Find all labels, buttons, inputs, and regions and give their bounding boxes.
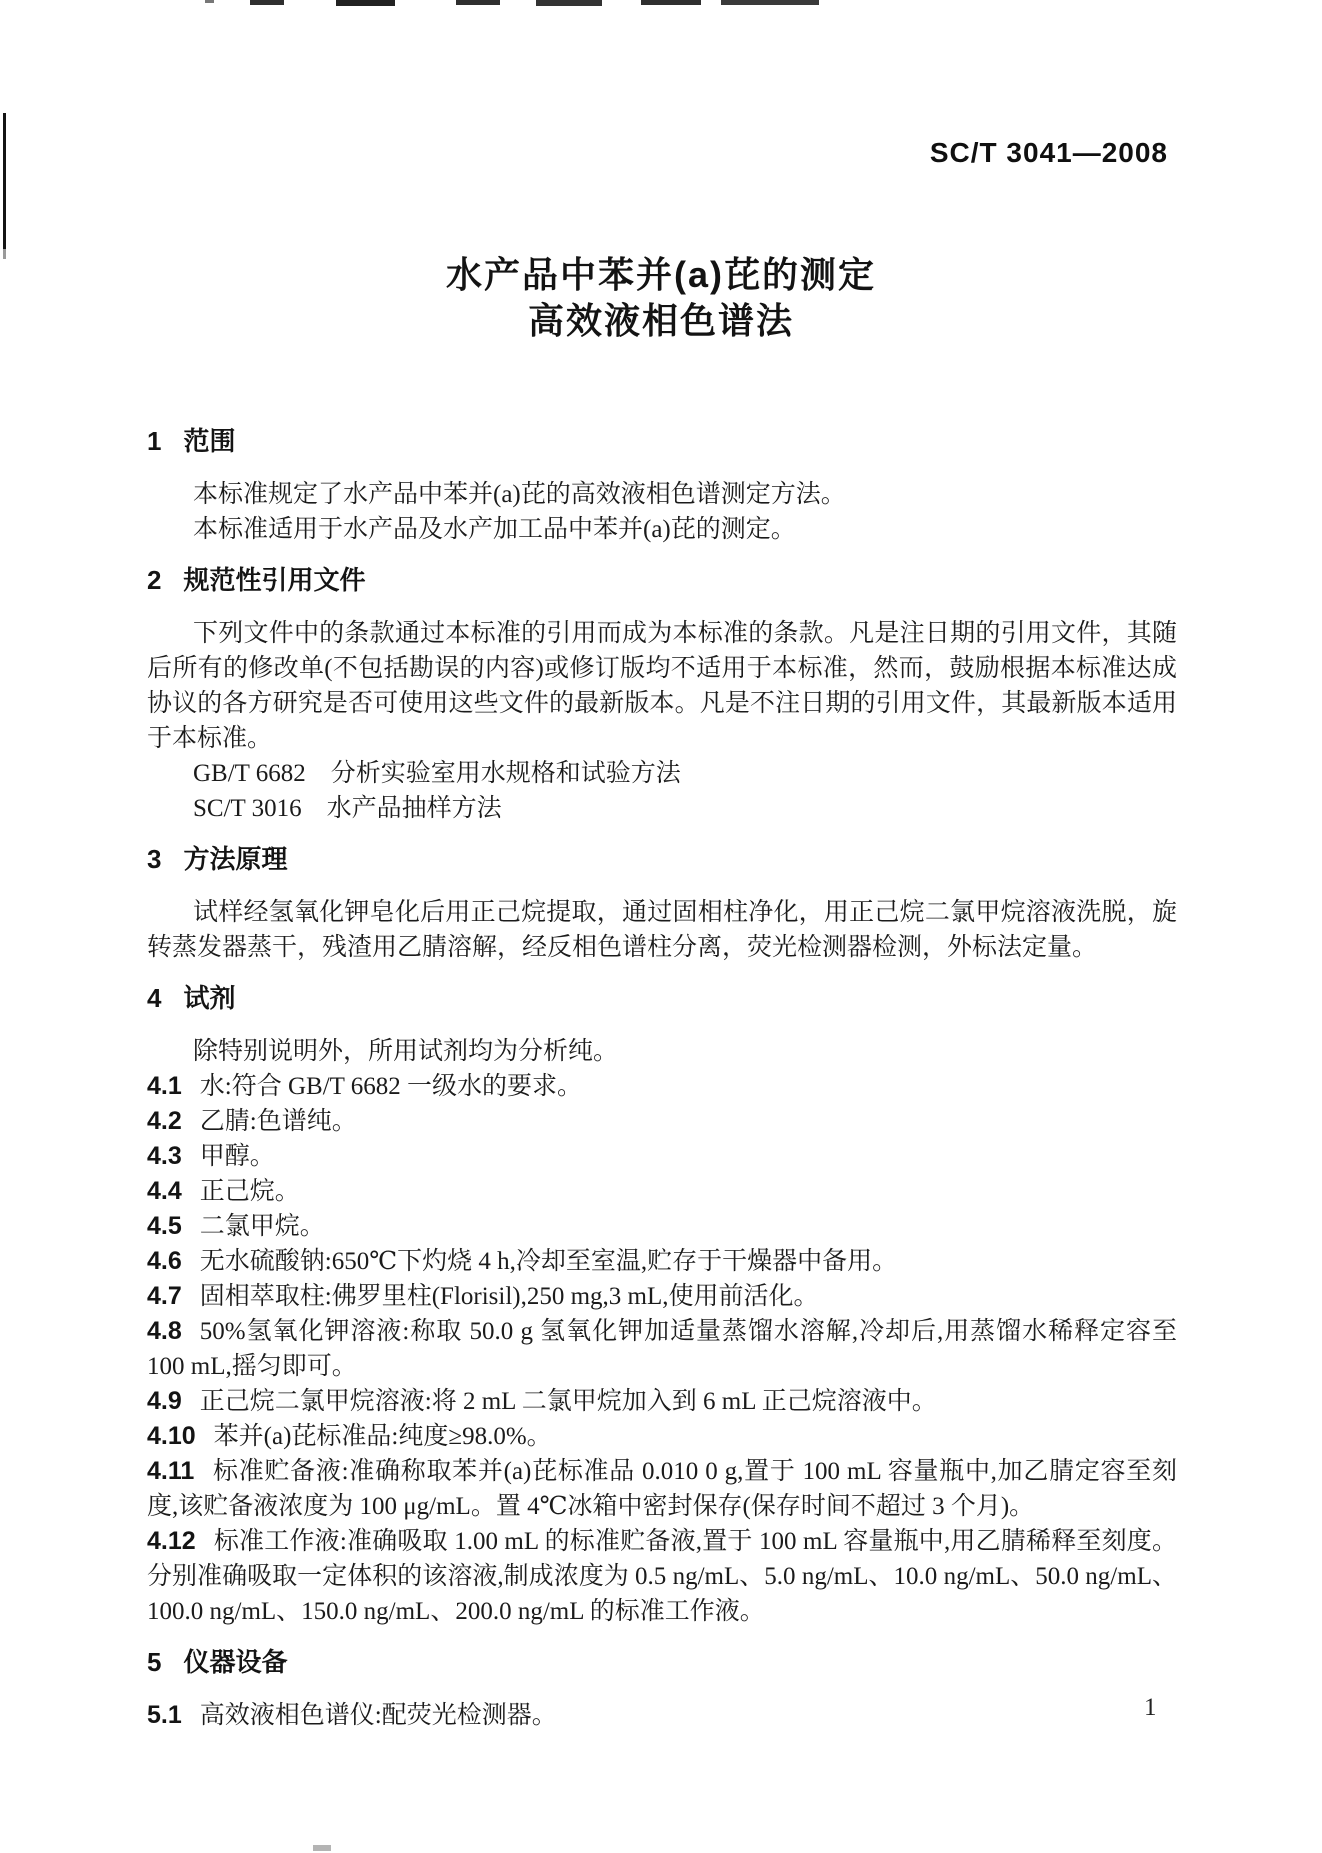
clause-text: 标准贮备液:准确称取苯并(a)芘标准品 0.010 0 g,置于 100 mL 容量瓶中,加乙腈定容至刻度,该贮备液浓度为 100 μg/mL。置 4℃冰箱中密封保存(保存时间不超过 3 个月)。 <box>147 1458 1177 1520</box>
section-4-number: 4 <box>147 983 162 1013</box>
reagent-item-4-8 <box>147 1314 1177 1384</box>
page-number: 1 <box>1144 1694 1157 1721</box>
clause-number: 5.1 <box>147 1701 182 1729</box>
section-1-heading <box>147 424 1177 459</box>
section-4-title: 试剂 <box>183 983 236 1013</box>
clause-text: 苯并(a)芘标准品:纯度≥98.0%。 <box>213 1423 552 1450</box>
normative-reference-2: SC/T 3016 水产品抽样方法 <box>193 795 502 822</box>
clause-number: 4.4 <box>147 1177 182 1205</box>
reagent-item-4-2 <box>147 1104 1177 1139</box>
clause-number: 4.10 <box>147 1422 196 1450</box>
section-5-number: 5 <box>147 1647 162 1677</box>
clause-text: 固相萃取柱:佛罗里柱(Florisil),250 mg,3 mL,使用前活化。 <box>199 1283 819 1310</box>
reagent-item-4-1 <box>147 1069 1177 1104</box>
reagent-item-4-6 <box>147 1244 1177 1279</box>
section-1-title: 范围 <box>183 426 236 456</box>
clause-text: 高效液相色谱仪:配荧光检测器。 <box>199 1702 557 1729</box>
section-2-heading <box>147 563 1177 598</box>
section-2-title: 规范性引用文件 <box>183 565 366 595</box>
scan-dash <box>641 0 701 5</box>
scan-dash <box>536 0 602 6</box>
clause-text: 50%氢氧化钾溶液:称取 50.0 g 氢氧化钾加适量蒸馏水溶解,冷却后,用蒸馏水稀释定容至 100 mL,摇匀即可。 <box>147 1318 1177 1380</box>
scan-dash <box>456 0 500 5</box>
reagent-item-4-9 <box>147 1384 1177 1419</box>
reagent-item-4-11 <box>147 1454 1177 1524</box>
scan-dash <box>721 0 819 5</box>
clause-number: 4.5 <box>147 1212 182 1240</box>
document-body <box>147 408 1177 1733</box>
equipment-item-5-1 <box>147 1698 1177 1733</box>
reagent-item-4-4 <box>147 1174 1177 1209</box>
document-title-line2: 高效液相色谱法 <box>527 300 794 341</box>
clause-number: 4.6 <box>147 1247 182 1275</box>
section-3-paragraph-1: 试样经氢氧化钾皂化后用正己烷提取，通过固相柱净化，用正己烷二氯甲烷溶液洗脱，旋转蒸发器蒸干，残渣用乙腈溶解，经反相色谱柱分离，荧光检测器检测，外标法定量。 <box>147 899 1177 961</box>
section-2-number: 2 <box>147 565 162 595</box>
section-5-heading <box>147 1645 1177 1680</box>
clause-number: 4.8 <box>147 1317 182 1345</box>
clause-text: 水:符合 GB/T 6682 一级水的要求。 <box>199 1073 582 1100</box>
document-title <box>0 252 1322 344</box>
reagent-item-4-7 <box>147 1279 1177 1314</box>
reagent-item-4-12 <box>147 1524 1177 1629</box>
clause-number: 4.12 <box>147 1527 196 1555</box>
clause-number: 4.7 <box>147 1282 182 1310</box>
clause-number: 4.2 <box>147 1107 182 1135</box>
clause-number: 4.1 <box>147 1072 182 1100</box>
clause-text: 甲醇。 <box>199 1143 275 1170</box>
section-1-paragraph-2: 本标准适用于水产品及水产加工品中苯并(a)芘的测定。 <box>193 516 796 543</box>
clause-text: 标准工作液:准确吸取 1.00 mL 的标准贮备液,置于 100 mL 容量瓶中,用乙腈稀释至刻度。分别准确吸取一定体积的该溶液,制成浓度为 0.5 ng/mL、5.0 ng/mL、10.0 ng/mL、50.0 ng/mL、100.0 ng/mL、150.0 ng/mL、200.0 ng/mL 的标准工作液。 <box>147 1528 1177 1625</box>
document-title-line1: 水产品中苯并(a)芘的测定 <box>446 254 876 295</box>
normative-reference-1: GB/T 6682 分析实验室用水规格和试验方法 <box>193 760 681 787</box>
clause-text: 正己烷。 <box>199 1178 300 1205</box>
reagent-item-4-5 <box>147 1209 1177 1244</box>
section-3-heading <box>147 842 1177 877</box>
clause-text: 二氯甲烷。 <box>199 1213 325 1240</box>
section-4-intro: 除特别说明外，所用试剂均为分析纯。 <box>193 1038 619 1065</box>
section-3-title: 方法原理 <box>183 844 288 874</box>
clause-text: 乙腈:色谱纯。 <box>199 1108 357 1135</box>
section-4-heading <box>147 981 1177 1016</box>
scan-dash <box>336 0 395 6</box>
scan-dash <box>250 0 284 5</box>
clause-number: 4.3 <box>147 1142 182 1170</box>
section-1-number: 1 <box>147 426 162 456</box>
scan-artifact-left-bar <box>3 113 6 253</box>
section-3-number: 3 <box>147 844 162 874</box>
clause-number: 4.9 <box>147 1387 182 1415</box>
scan-dash <box>205 0 214 3</box>
reagent-item-4-10 <box>147 1419 1177 1454</box>
clause-text: 正己烷二氯甲烷溶液:将 2 mL 二氯甲烷加入到 6 mL 正己烷溶液中。 <box>199 1388 937 1415</box>
section-5-title: 仪器设备 <box>183 1647 288 1677</box>
clause-text: 无水硫酸钠:650℃下灼烧 4 h,冷却至室温,贮存于干燥器中备用。 <box>199 1248 898 1275</box>
clause-number: 4.11 <box>147 1457 195 1485</box>
section-1-paragraph-1: 本标准规定了水产品中苯并(a)芘的高效液相色谱测定方法。 <box>193 481 846 508</box>
section-2-paragraph-1: 下列文件中的条款通过本标准的引用而成为本标准的条款。凡是注日期的引用文件，其随后所有的修改单(不包括勘误的内容)或修订版均不适用于本标准，然而，鼓励根据本标准达成协议的各方研究是否可使用这些文件的最新版本。凡是不注日期的引用文件，其最新版本适用于本标准。 <box>147 620 1177 752</box>
standard-number: SC/T 3041—2008 <box>929 137 1168 168</box>
reagent-item-4-3 <box>147 1139 1177 1174</box>
scan-artifact-bottom-mark <box>313 1845 331 1851</box>
